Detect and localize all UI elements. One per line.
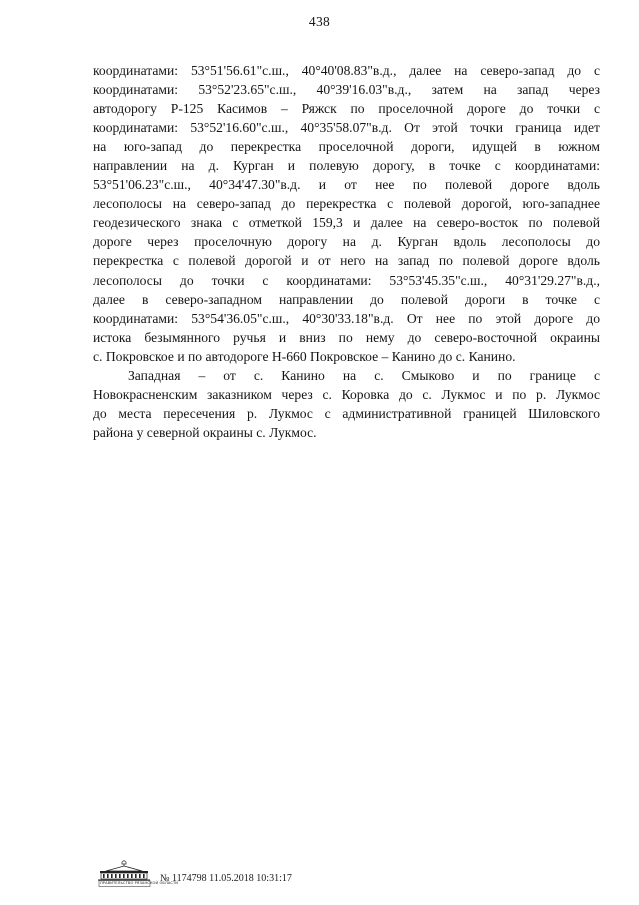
text-line: Новокрасненским заказником через с. Коровка до с. Лукмос и по р. Лукмос (93, 386, 600, 402)
text-line: на юго-запад до перекрестка проселочной дороги, идущей в южном (93, 139, 600, 155)
text-line: координатами: 53°52'16.60"с.ш., 40°35'58.07"в.д. От этой точки граница идет (93, 120, 600, 136)
government-emblem (96, 860, 179, 890)
text-line: перекрестка с полевой дорогой и от него на запад по полевой дороге вдоль (93, 253, 600, 269)
document-stamp (160, 873, 292, 884)
text-line: координатами: 53°54'36.05"с.ш., 40°30'33.18"в.д. От нее по этой дороге до (93, 310, 600, 326)
text-line: геодезического знака с отметкой 159,3 и далее на северо-восток по полевой (93, 215, 600, 231)
emblem-caption: ПРАВИТЕЛЬСТВО РЯЗАНСКОЙ ОБЛАСТИ (100, 881, 179, 885)
document-number: № 1174798 (160, 873, 207, 884)
building-emblem-icon (96, 860, 179, 890)
text-line: далее в северо-западном направлении до полевой дороги в точке с (93, 291, 600, 307)
text-line: лесополосы на северо-запад до перекрестка с полевой дорогой, юго-западнее (93, 196, 600, 212)
text-line: лесополосы до точки с координатами: 53°53'45.35"с.ш., 40°31'29.27"в.д., (93, 272, 600, 288)
document-footer (96, 860, 456, 890)
page-number: 438 (308, 14, 331, 29)
text-line: 53°51'06.23"с.ш., 40°34'47.30"в.д. и от нее по полевой дороге вдоль (93, 177, 600, 193)
document-timestamp: 11.05.2018 10:31:17 (209, 873, 292, 884)
paragraph-start-line: Западная – от с. Канино на с. Смыково и по границе с (128, 367, 600, 383)
text-line: направлении на д. Курган и полевую дорогу, в точке с координатами: (93, 158, 600, 174)
text-line: района у северной окраины с. Лукмос. (93, 424, 317, 440)
text-line: координатами: 53°51'56.61"с.ш., 40°40'08.83"в.д., далее на северо-запад до с (93, 63, 600, 78)
text-line: истока безымянного ручья и вниз по нему до северо-восточной окраины (93, 329, 600, 345)
text-line: дороге через проселочную дорогу на д. Курган вдоль лесополосы до (93, 234, 600, 250)
text-line: координатами: 53°52'23.65"с.ш., 40°39'16.03"в.д., затем на запад через (93, 82, 600, 98)
document-body (93, 61, 600, 442)
text-line: с. Покровское и по автодороге Н-660 Покровское – Канино до с. Канино. (93, 348, 516, 364)
text-line: до места пересечения р. Лукмос с административной границей Шиловского (93, 405, 600, 421)
text-line: автодорогу Р-125 Касимов – Ряжск по проселочной дороге до точки с (93, 101, 600, 117)
